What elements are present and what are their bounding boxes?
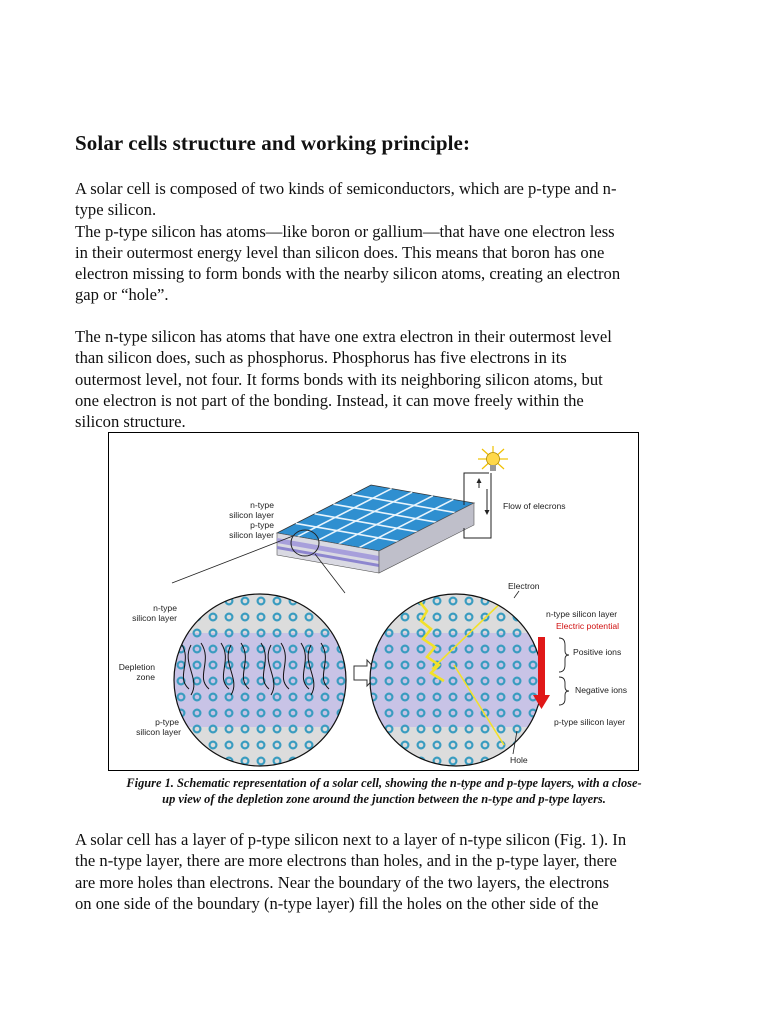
right-ptype-layer-label: p-type silicon layer (554, 717, 626, 727)
panel-ptype-label: p-type (250, 520, 274, 530)
light-bulb-icon (478, 446, 508, 471)
caption-line: up view of the depletion zone around the junction between the n-type and p-type layers. (162, 792, 606, 806)
paragraph-junction (75, 829, 690, 914)
hole-label: Hole (510, 755, 528, 765)
positive-ions-label: Positive ions (573, 647, 622, 657)
left-ptype-label: p-type (155, 717, 179, 727)
negative-ions-bracket (559, 677, 569, 705)
solar-cell-diagram (109, 433, 639, 771)
text-line: The p-type silicon has atoms—like boron or gallium—that have one electron less (75, 221, 615, 241)
panel-silicon-layer-label: silicon layer (229, 510, 274, 520)
text-line: silicon structure. (75, 412, 186, 432)
figure-caption (60, 775, 708, 807)
electric-potential-label: Electric potential (556, 621, 620, 631)
text-line: The n-type silicon has atoms that have one extra electron in their outermost level (75, 327, 612, 346)
flow-of-electrons-label: Flow of elecrons (503, 501, 566, 511)
text-line: on one side of the boundary (n-type layer) fill the holes on the other side of the (75, 893, 599, 913)
solar-cell-figure (108, 432, 639, 771)
text-line: A solar cell has a layer of p-type silicon next to a layer of n-type silicon (Fig. 1). In (75, 830, 627, 849)
text-line: outermost level, not four. It forms bonds with its neighboring silicon atoms, but (75, 369, 603, 389)
text-line: type silicon. (75, 200, 157, 220)
zone-label: zone (136, 672, 155, 682)
left-ntype-layer-label: silicon layer (132, 613, 177, 623)
paragraph-ntype (75, 326, 690, 432)
solar-panel (277, 485, 474, 573)
right-ntype-layer-label: n-type silicon layer (546, 609, 618, 619)
text-line: than silicon does, such as phosphorus. Phosphorus has five electrons in its (75, 348, 567, 368)
text-line: the n-type layer, there are more electrons than holes, and in the p-type layer, there (75, 851, 617, 871)
text-line: one electron is not part of the bonding. Instead, it can move freely within the (75, 390, 584, 410)
text-line: electron missing to form bonds with the nearby silicon atoms, creating an electron (75, 264, 621, 284)
text-line: in their outermost energy level than silicon does. This means that boron has one (75, 242, 605, 262)
section-heading: Solar cells structure and working principle: (75, 131, 471, 155)
right-zoom-circle (365, 591, 550, 771)
depletion-label: Depletion (118, 662, 155, 672)
left-ptype-layer-label: silicon layer (136, 727, 181, 737)
left-ntype-label: n-type (153, 603, 177, 613)
paragraph-ptype (75, 178, 690, 306)
text-line: are more holes than electrons. Near the boundary of the two layers, the electrons (75, 872, 610, 892)
left-zoom-circle (169, 591, 354, 771)
electron-label: Electron (508, 581, 540, 591)
panel-ntype-label: n-type (250, 500, 274, 510)
text-line: A solar cell is composed of two kinds of semiconductors, which are p-type and n- (75, 179, 617, 198)
zoom-line (172, 536, 293, 583)
caption-line: Figure 1. Schematic representation of a solar cell, showing the n-type and p-type layers, with a close- (126, 776, 642, 790)
panel-silicon-layer-label: silicon layer (229, 530, 274, 540)
negative-ions-label: Negative ions (575, 685, 628, 695)
positive-ions-bracket (559, 638, 569, 672)
text-line: gap or “hole”. (75, 285, 169, 305)
